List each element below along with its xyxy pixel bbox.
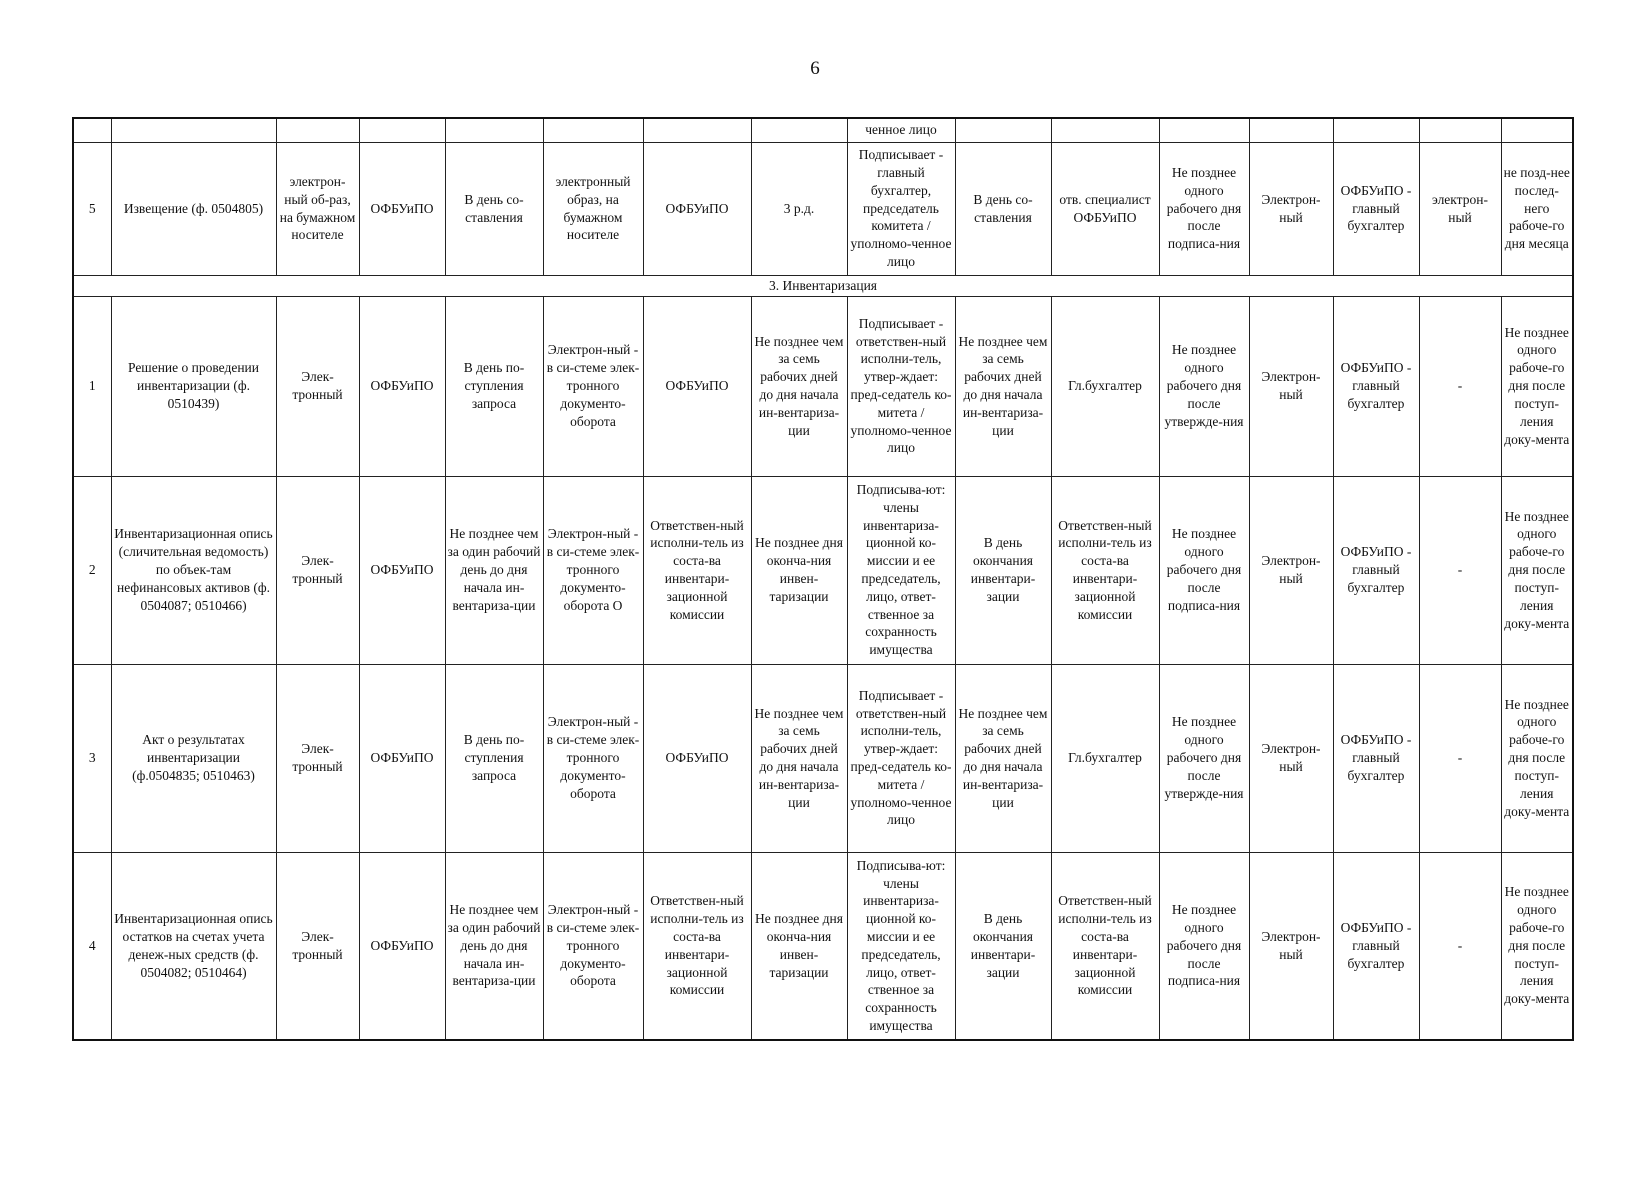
receive-term: Не позднее одного рабочего дня после утвержде-ния [1159,664,1249,852]
transfer-form: электронный образ, на бумажном носителе [543,142,643,275]
archive-term: Не позднее одного рабоче-го дня после поступ-ления доку-мента [1501,852,1573,1040]
table-row [73,852,1573,1040]
storage-form: Электрон-ный [1249,664,1333,852]
signer: Подписыва-ют: члены инвентариза-ционной ко-миссии и ее председатель, лицо, ответ-ственное за сохранность имущества [847,476,955,664]
doc-name: Акт о результатах инвентаризации (ф.0504835; 0510463) [111,664,276,852]
processor: ОФБУиПО - главный бухгалтер [1333,296,1419,476]
approver-tail: ченное лицо [847,118,955,142]
processor: ОФБУиПО - главный бухгалтер [1333,852,1419,1040]
storage-form: Электрон-ный [1249,476,1333,664]
copies: Не позднее дня оконча-ния инвен-таризации [751,852,847,1040]
sign-term: Не позднее чем за семь рабочих дней до дня начала ин-вентариза-ции [955,296,1051,476]
section-row [73,275,1573,296]
executor: Ответствен-ный исполни-тель из соста-ва инвентари-зационной комиссии [643,852,751,1040]
executor: Ответствен-ный исполни-тель из соста-ва инвентари-зационной комиссии [643,476,751,664]
doc-form: Элек-тронный [276,852,359,1040]
table-row [73,118,1573,142]
table-row [73,476,1573,664]
doc-form: Элек-тронный [276,476,359,664]
receiver: Гл.бухгалтер [1051,296,1159,476]
copies: 3 р.д. [751,142,847,275]
storage-form: Электрон-ный [1249,142,1333,275]
storage-form: Электрон-ный [1249,852,1333,1040]
row-number: 1 [73,296,111,476]
table-row [73,142,1573,275]
transfer-form: Электрон-ный - в си-стеме элек-тронного документо-оборота О [543,476,643,664]
archive-term: Не позднее одного рабоче-го дня после поступ-ления доку-мента [1501,476,1573,664]
receive-term: Не позднее одного рабочего дня после подписа-ния [1159,476,1249,664]
signer: Подписывает - главный бухгалтер, председатель комитета / уполномо-ченное лицо [847,142,955,275]
signer: Подписывает - ответствен-ный исполни-тель, утвер-ждает: пред-седатель ко-митета / уполномо-ченное лицо [847,664,955,852]
row-number: 5 [73,142,111,275]
table-row [73,296,1573,476]
transfer-form: Электрон-ный - в си-стеме элек-тронного документо-оборота [543,664,643,852]
sign-term: В день со-ставления [955,142,1051,275]
doc-name: Извещение (ф. 0504805) [111,142,276,275]
doc-name: Инвентаризационная опись (сличительная ведомость) по объек-там нефинансовых активов (ф. 0504087; 0510466) [111,476,276,664]
create-term: Не позднее чем за один рабочий день до дня начала ин-вентариза-ции [445,476,543,664]
doc-form: Элек-тронный [276,296,359,476]
table-row [73,664,1573,852]
receiver: Ответствен-ный исполни-тель из соста-ва инвентари-зационной комиссии [1051,476,1159,664]
copies: Не позднее чем за семь рабочих дней до дня начала ин-вентариза-ции [751,664,847,852]
executor: ОФБУиПО [643,296,751,476]
copies: Не позднее чем за семь рабочих дней до дня начала ин-вентариза-ции [751,296,847,476]
create-term: В день по-ступления запроса [445,664,543,852]
transfer-form: Электрон-ный - в си-стеме элек-тронного документо-оборота [543,296,643,476]
create-term: В день со-ставления [445,142,543,275]
doc-form: электрон-ный об-раз, на бумажном носителе [276,142,359,275]
creator: ОФБУиПО [359,142,445,275]
receiver: отв. специалист ОФБУиПО [1051,142,1159,275]
create-term: Не позднее чем за один рабочий день до дня начала ин-вентариза-ции [445,852,543,1040]
row-number: 2 [73,476,111,664]
doc-name: Инвентаризационная опись остатков на счетах учета денеж-ных средств (ф. 0504082; 0510464) [111,852,276,1040]
doc-form: Элек-тронный [276,664,359,852]
archive-form: - [1419,476,1501,664]
receive-term: Не позднее одного рабочего дня после утвержде-ния [1159,296,1249,476]
receiver: Гл.бухгалтер [1051,664,1159,852]
creator: ОФБУиПО [359,476,445,664]
sign-term: В день окончания инвентари-зации [955,476,1051,664]
receive-term: Не позднее одного рабочего дня после подписа-ния [1159,142,1249,275]
archive-form: - [1419,296,1501,476]
row-number: 3 [73,664,111,852]
archive-term: Не позднее одного рабоче-го дня после поступ-ления доку-мента [1501,296,1573,476]
page-number: 6 [810,58,820,79]
storage-form: Электрон-ный [1249,296,1333,476]
transfer-form: Электрон-ный - в си-стеме элек-тронного документо-оборота [543,852,643,1040]
receiver: Ответствен-ный исполни-тель из соста-ва инвентари-зационной комиссии [1051,852,1159,1040]
processor: ОФБУиПО - главный бухгалтер [1333,664,1419,852]
row-number: 4 [73,852,111,1040]
create-term: В день по-ступления запроса [445,296,543,476]
creator: ОФБУиПО [359,296,445,476]
section-title: 3. Инвентаризация [73,275,1573,296]
copies: Не позднее дня оконча-ния инвен-таризации [751,476,847,664]
receive-term: Не позднее одного рабочего дня после подписа-ния [1159,852,1249,1040]
creator: ОФБУиПО [359,664,445,852]
archive-form: - [1419,852,1501,1040]
archive-form: - [1419,664,1501,852]
archive-term: Не позднее одного рабоче-го дня после поступ-ления доку-мента [1501,664,1573,852]
doc-name: Решение о проведении инвентаризации (ф. 0510439) [111,296,276,476]
sign-term: В день окончания инвентари-зации [955,852,1051,1040]
signer: Подписыва-ют: члены инвентариза-ционной ко-миссии и ее председатель, лицо, ответ-ственное за сохранность имущества [847,852,955,1040]
archive-form: электрон-ный [1419,142,1501,275]
processor: ОФБУиПО - главный бухгалтер [1333,476,1419,664]
signer: Подписывает - ответствен-ный исполни-тель, утвер-ждает: пред-седатель ко-митета / уполномо-ченное лицо [847,296,955,476]
executor: ОФБУиПО [643,142,751,275]
sign-term: Не позднее чем за семь рабочих дней до дня начала ин-вентариза-ции [955,664,1051,852]
document-table [72,117,1574,1041]
processor: ОФБУиПО - главный бухгалтер [1333,142,1419,275]
creator: ОФБУиПО [359,852,445,1040]
executor: ОФБУиПО [643,664,751,852]
archive-term: не позд-нее послед-него рабоче-го дня месяца [1501,142,1573,275]
